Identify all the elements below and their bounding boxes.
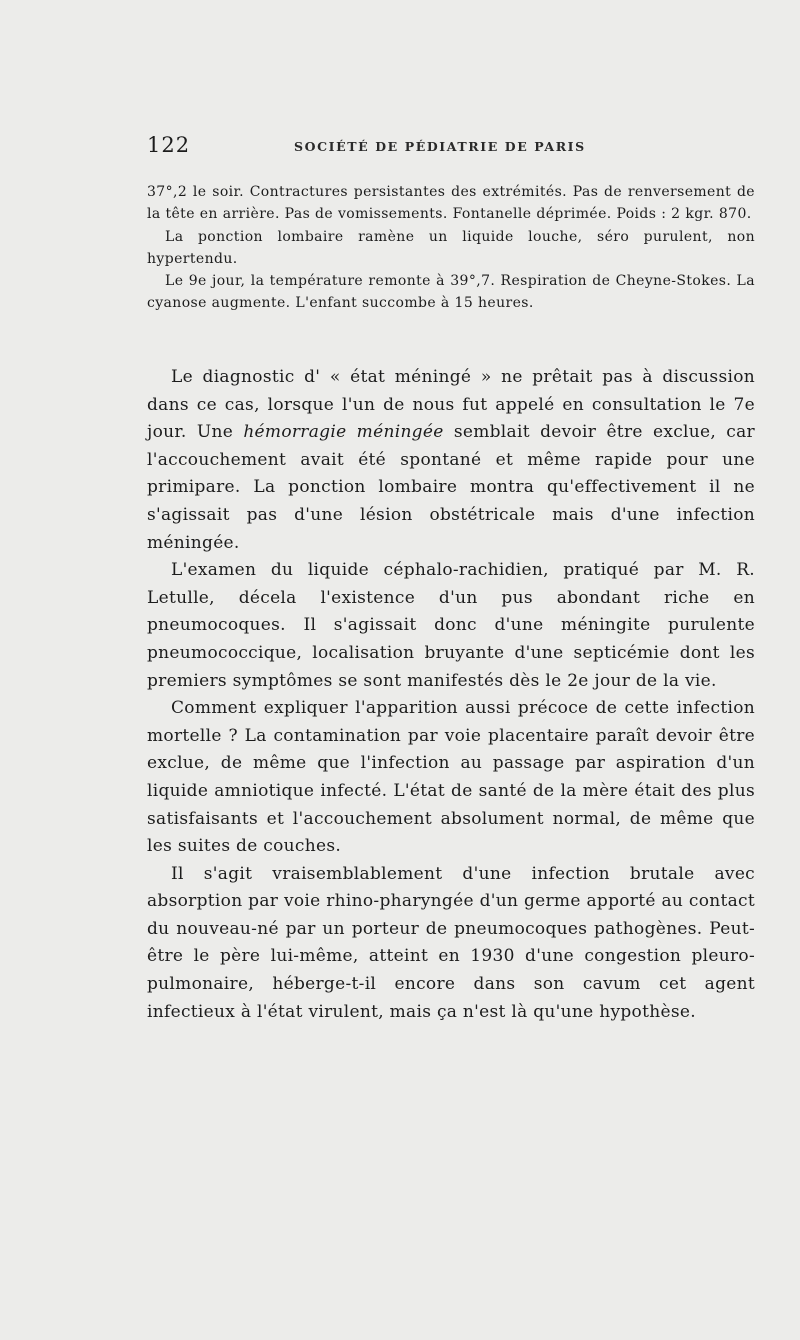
paragraph-diagnosis [147,364,755,557]
paragraph-text: Le diagnostic d' « état méningé » ne prêtait pas à discussion dans ce cas, lorsque l'un de nous fut appelé en consultation le 7e jour. Une [147,367,755,443]
running-head: SOCIÉTÉ DE PÉDIATRIE DE PARIS [294,139,586,154]
case-note: Le 9e jour, la température remonte à 39°,7. Respiration de Cheyne-Stokes. La cyanose augmente. L'enfant succombe à 15 heures. [147,273,755,312]
case-note: La ponction lombaire ramène un liquide louche, séro purulent, non hypertendu. [147,228,755,267]
italic-term: hémorragie méningée [243,422,444,443]
paragraph-hypothesis: Il s'agit vraisemblablement d'une infection brutale avec absorption par voie rhino-pharyngée d'un germe apporté au contact du nouveau-né par un porteur de pneumocoques pathogènes. Peut-être le père lui-même, atteint en 1930 d'une congestion pleuro-pulmonaire, héberge-t-il encore dans son cavum cet agent infectieux à l'état virulent, mais ça n'est là qu'une hypothèse. [147,863,755,1022]
paragraph-origin: Comment expliquer l'apparition aussi précoce de cette infection mortelle ? La contamination par voie placentaire paraît devoir être exclue, de même que l'infection au passage par aspiration d'un liquide amniotique infecté. L'état de santé de la mère était des plus satisfaisants et l'accouchement absolument normal, de même que les suites de couches. [147,698,755,857]
case-note: 37°,2 le soir. Contractures persistantes des extrémités. Pas de renversement de la tête en arrière. Pas de vomissements. Fontanelle déprimée. Poids : 2 kgr. 870. [147,184,755,223]
paragraph-text: semblait devoir être exclue, car l'accouchement avait été spontané et même rapide pour une primipare. La ponction lombaire montra qu'effectivement il ne s'agissait pas d'une lésion obstétricale mais d'une infection méningée. [147,422,755,553]
page-number: 122 [147,133,191,157]
discussion-text [147,364,755,1026]
paragraph-examination: L'examen du liquide céphalo-rachidien, pratiqué par M. R. Letulle, décela l'existence d'un pus abondant riche en pneumocoques. Il s'agissait donc d'une méningite purulente pneumococcique, localisation bruyante d'une septicémie dont les premiers symptômes se sont manifestés dès le 2e jour de la vie. [147,560,755,691]
case-notes [147,181,755,315]
page-header [147,133,755,157]
